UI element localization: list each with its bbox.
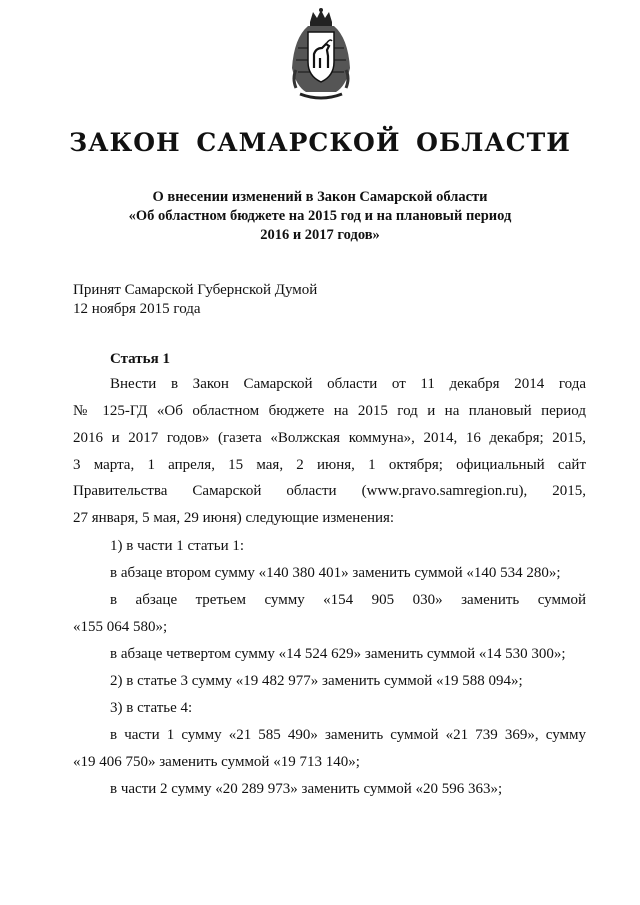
paragraph-line: Правительства Самарской области (www.pravo.samregion.ru), 2015,	[73, 483, 586, 499]
list-item: в части 2 сумму «20 289 973» заменить суммой «20 596 363»;	[110, 781, 503, 797]
article-title: Статья 1	[110, 351, 170, 367]
list-item: 2) в статье 3 сумму «19 482 977» заменить суммой «19 588 094»;	[110, 673, 523, 689]
list-item-continuation: «19 406 750» заменить суммой «19 713 140»;	[73, 754, 360, 770]
law-title: ЗАКОН САМАРСКОЙ ОБЛАСТИ	[69, 128, 571, 157]
subtitle-line: О внесении изменений в Закон Самарской области	[152, 189, 488, 205]
paragraph-line: Внести в Закон Самарской области от 11 декабря 2014 года	[110, 376, 586, 392]
list-item-continuation: «155 064 580»;	[73, 619, 168, 635]
list-item: в абзаце четвертом сумму «14 524 629» заменить суммой «14 530 300»;	[110, 646, 566, 662]
adoption-date: 12 ноября 2015 года	[73, 301, 201, 317]
paragraph-line: 2016 и 2017 годов» (газета «Волжская коммуна», 2014, 16 декабря; 2015,	[73, 430, 586, 446]
adoption-info	[73, 281, 317, 319]
subtitle-line: «Об областном бюджете на 2015 год и на плановый период	[128, 208, 512, 224]
list-item: 1) в части 1 статьи 1:	[110, 538, 245, 554]
list-item: в части 1 сумму «21 585 490» заменить суммой «21 739 369», сумму	[110, 727, 586, 743]
law-subtitle	[60, 188, 580, 245]
subtitle-line: 2016 и 2017 годов»	[260, 227, 380, 243]
list-item: в абзаце втором сумму «140 380 401» заменить суммой «140 534 280»;	[110, 565, 561, 581]
paragraph-line: № 125-ГД «Об областном бюджете на 2015 год и на плановый период	[73, 403, 586, 419]
list-item: в абзаце третьем сумму «154 905 030» заменить суммой	[110, 592, 586, 608]
list-item: 3) в статье 4:	[110, 700, 193, 716]
paragraph-line: 27 января, 5 мая, 29 июня) следующие изменения:	[73, 510, 395, 526]
adoption-body: Принят Самарской Губернской Думой	[73, 282, 318, 298]
coat-of-arms-icon	[286, 8, 356, 104]
paragraph-line: 3 марта, 1 апреля, 15 мая, 2 июня, 1 октября; официальный сайт	[73, 457, 586, 473]
